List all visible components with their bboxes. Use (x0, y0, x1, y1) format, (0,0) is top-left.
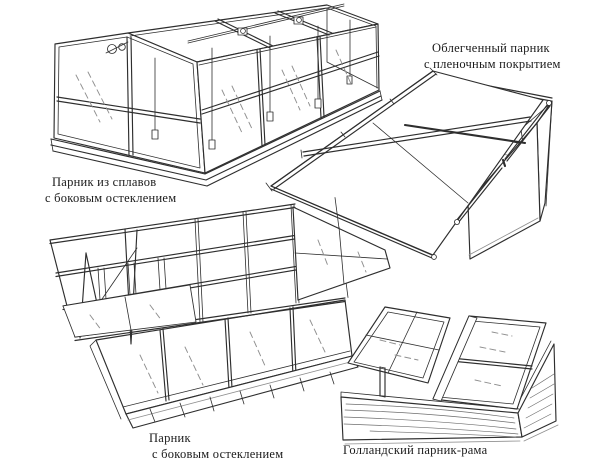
caption-dutch-frame: Голландский парник-рама (343, 443, 488, 457)
caption-film-greenhouse-line2: с пленочным покрытием (424, 57, 561, 71)
caption-side-glazed-line1: Парник (149, 431, 191, 445)
caption-alloy-greenhouse-line2: с боковым остеклением (45, 191, 177, 205)
glazed-frame-open (348, 307, 450, 383)
caption-alloy-greenhouse-line1: Парник из сплавов (52, 175, 157, 189)
caption-side-glazed-line2: с боковым остеклением (152, 447, 284, 461)
pulley-wheel (108, 45, 117, 54)
dutch-frame-illustration (341, 307, 558, 444)
caption-film-greenhouse-line1: Облегченный парник (432, 41, 550, 55)
side-glazed-greenhouse-illustration (50, 198, 390, 429)
